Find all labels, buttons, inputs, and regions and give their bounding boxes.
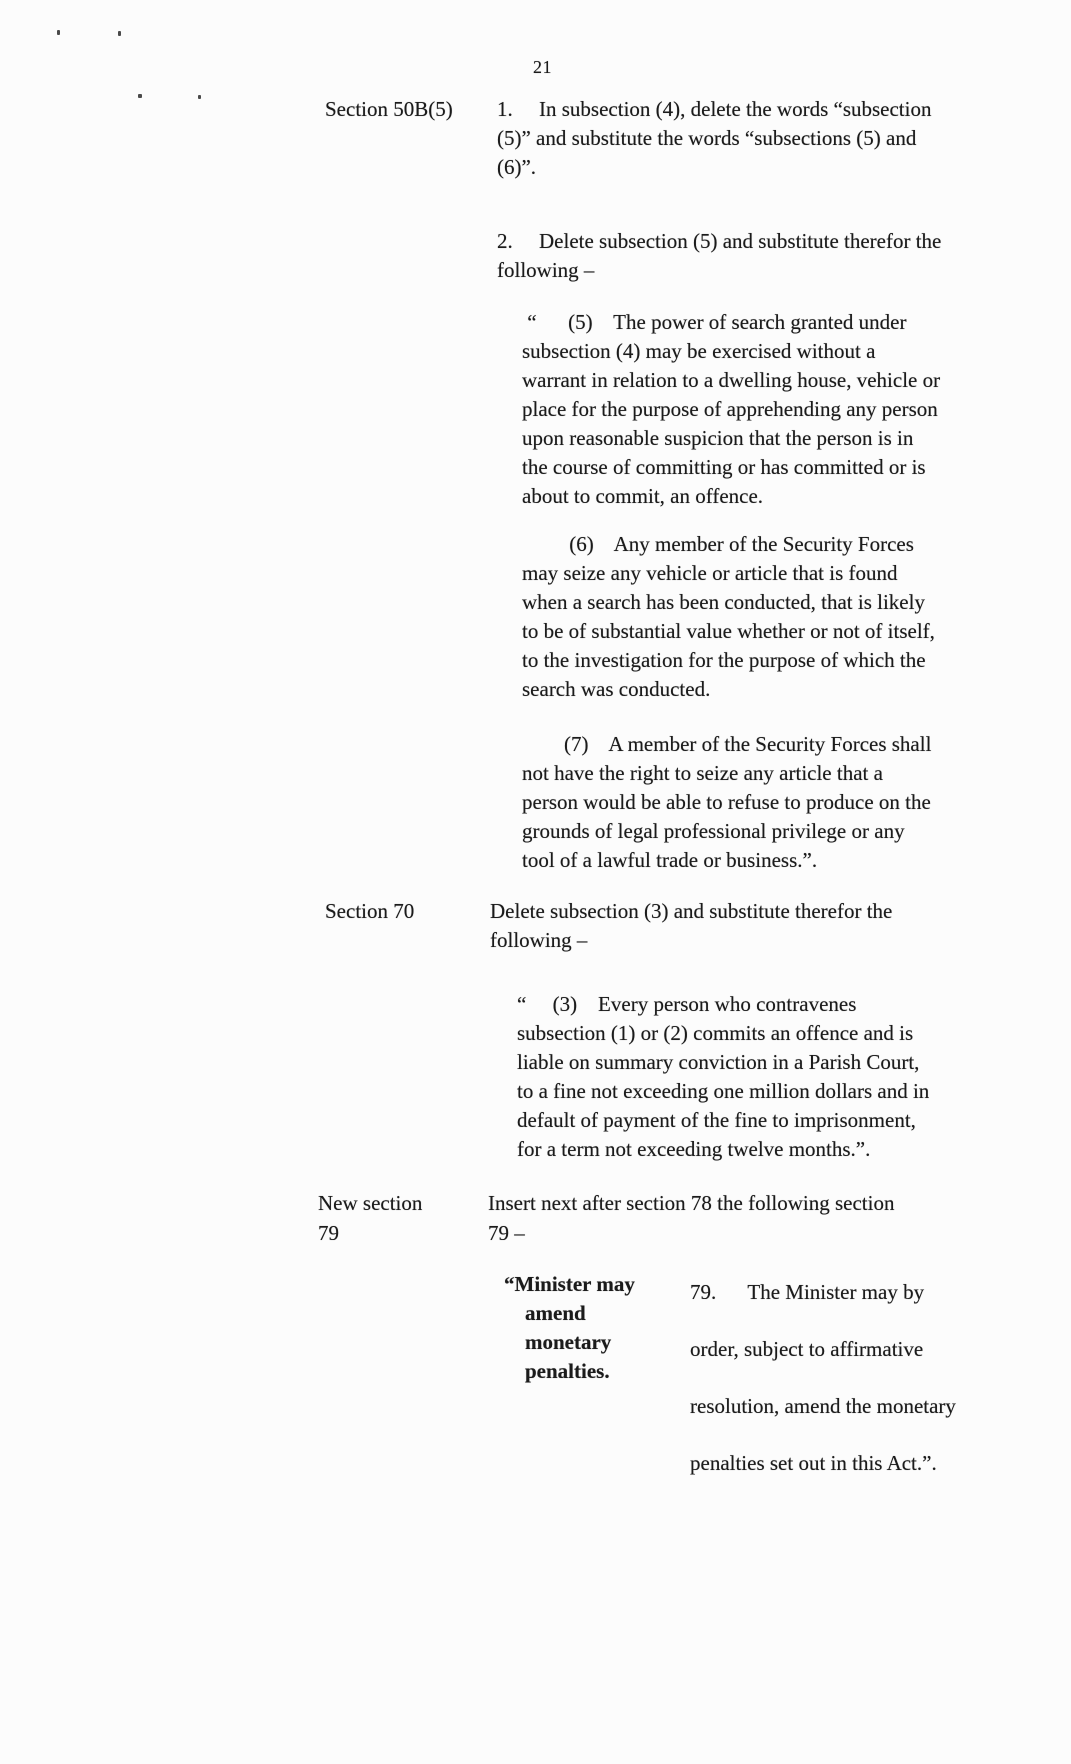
inserted-section-79-text: 79. The Minister may by order, subject to affirmative resolution, amend the monetary penalties set out in this Act.”. — [690, 1280, 956, 1475]
marginal-note-minister: “Minister may amend monetary penalties. — [504, 1272, 635, 1383]
section-70-instruction: Delete subsection (3) and substitute therefor the following – — [490, 899, 893, 952]
scan-speck-1 — [57, 30, 60, 35]
section-label-70: Section 70 — [325, 899, 415, 923]
scan-speck-4 — [198, 95, 201, 99]
page-number: 21 — [533, 57, 552, 77]
amendment-item-1: 1. In subsection (4), delete the words “subsection (5)” and substitute the words “subsections (5) and (6)”. — [497, 97, 932, 179]
inserted-subsection-6: (6) Any member of the Security Forces may seize any vehicle or article that is found when a search has been conducted, that is likely to be of substantial value whether or not of itself, to the investigation for the purpose of which the search was conducted. — [522, 532, 935, 701]
section-label-50b5: Section 50B(5) — [325, 97, 453, 121]
scan-speck-2 — [118, 31, 121, 36]
inserted-subsection-7: (7) A member of the Security Forces shall not have the right to seize any article that a person would be able to refuse to produce on the grounds of legal professional privilege or any tool of a lawful trade or business.”. — [522, 732, 932, 872]
section-label-new-79: New section 79 — [318, 1191, 423, 1245]
inserted-subsection-3: “ (3) Every person who contravenes subsection (1) or (2) commits an offence and is liable on summary conviction in a Parish Court, to a fine not exceeding one million dollars and in default of payment of the fine to imprisonment, for a term not exceeding twelve months.”. — [517, 992, 930, 1161]
amendment-item-2: 2. Delete subsection (5) and substitute therefor the following – — [497, 229, 942, 282]
inserted-subsection-5: “ (5) The power of search granted under subsection (4) may be exercised without a warrant in relation to a dwelling house, vehicle or place for the purpose of apprehending any person upon reasonable suspicion that the person is in the course of committing or has committed or is about to commit, an offence. — [522, 310, 941, 508]
new-section-79-instruction: Insert next after section 78 the following section 79 – — [488, 1191, 895, 1245]
scan-speck-3 — [138, 94, 142, 98]
